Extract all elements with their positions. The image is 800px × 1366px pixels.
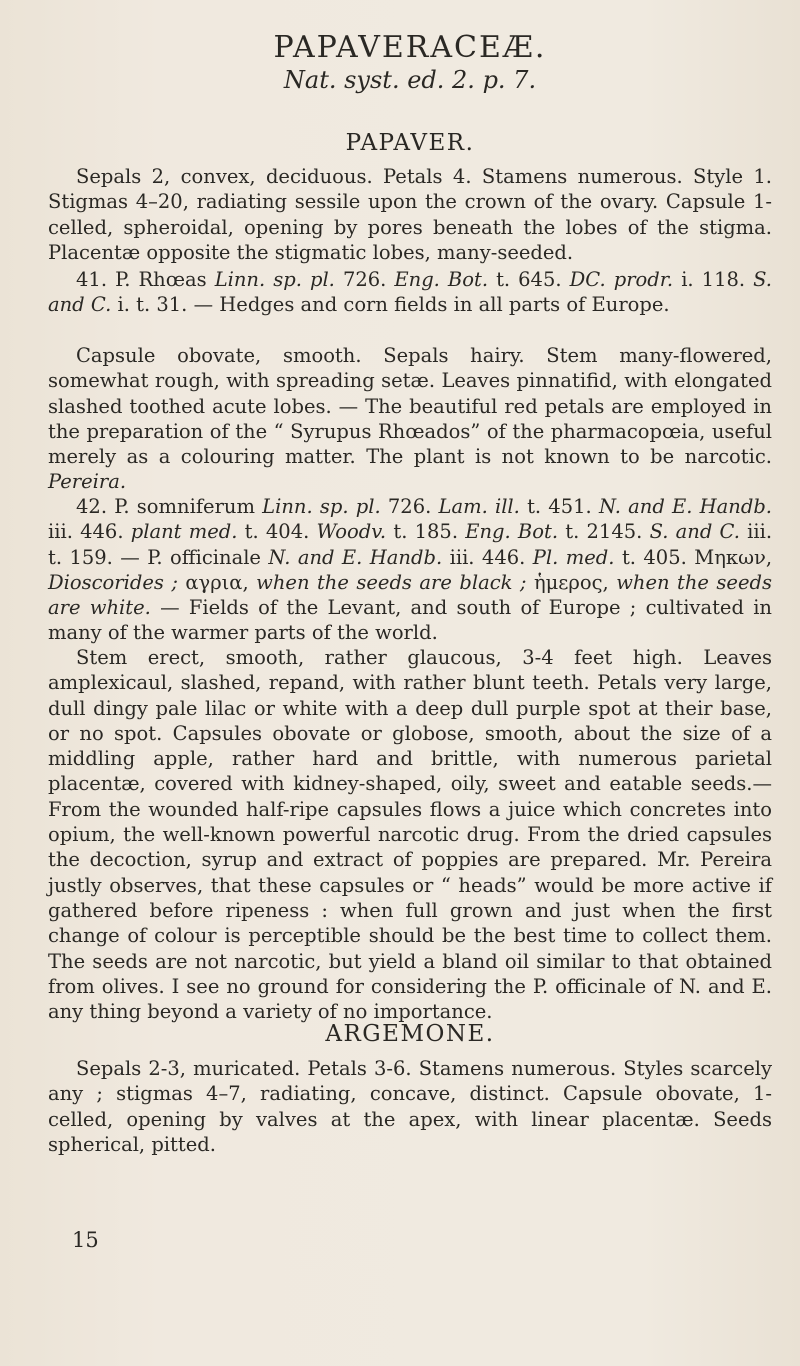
species-41-ref2: t. 645. (496, 268, 562, 291)
species-42-greek-cultivated: ἡμερος, (533, 570, 609, 594)
species-42-greek-wild: αγρια, (185, 570, 249, 594)
species-42-description: Stem erect, smooth, rather glaucous, 3-4 feet high. Leaves amplexicaul, slashed, repand, with rather blunt teeth. Petals very large, dull dingy pale lilac or white with a deep dull purple spot at their base, or no spot. Capsules obovate or globose, smooth, about the size of a middling apple, rather hard and brittle, with numerous parietal placentæ, covered with kidney-shaped, oily, sweet and eatable seeds.—From the wounded half-ripe capsules flows a juice which concretes into opium, the well-known powerful narcotic drug. From the dried capsules the decoction, syrup and extract of poppies are prepared. Mr. Pereira justly observes, that these capsules or “ heads” would be more active if gathered before ripeness : when full grown and just when the first change of colour is perceptible should be the best time to collect them. The seeds are not narcotic, but yield a bland oil similar to that obtained from olives. I see no ground for considering the P. officinale of N. and E. any thing beyond a variety of no importance. (48, 646, 772, 1024)
papaver-description: Sepals 2, convex, deciduous. Petals 4. Stamens numerous. Style 1. Stigmas 4–20, radiating sessile upon the crown of the ovary. Capsule 1-celled, spheroidal, opening by pores beneath the lobes of the stigma. Placentæ opposite the stigmatic lobes, many-seeded. (48, 165, 772, 264)
species-41-name: P. Rhœas (115, 268, 207, 291)
species-42-note-black: when the seeds are black ; (256, 570, 527, 594)
species-42-ref8: iii. 446. (449, 545, 526, 569)
species-41-number: 41. (76, 268, 108, 291)
species-42-entry (48, 494, 772, 646)
species-41-description-text: Capsule obovate, smooth. Sepals hairy. Stem many-flowered, somewhat rough, with spreading setæ. Leaves pinnatifid, with elongated slashed toothed acute lobes. — The beautiful red petals are employed in the preparation of the “ Syrupus Rhœados” of the pharmacopœia, useful merely as a colouring matter. The plant is not known to be narcotic. (48, 344, 772, 469)
species-42-ref4: t. 404. (244, 520, 310, 544)
page-number: 15 (72, 1228, 99, 1252)
species-42-ref6-label: Eng. Bot. (465, 520, 559, 544)
species-41-ref4-label: S. and C. (48, 268, 773, 317)
species-41-ref4: i. t. 31. — Hedges and corn fields in all parts of Europe. (117, 293, 670, 317)
species-41-ref3: i. 118. (681, 268, 746, 291)
species-42-ref8-label: N. and E. Handb. (268, 545, 443, 569)
species-42-ref2: t. 451. (527, 495, 592, 518)
species-42-ref6: t. 2145. (565, 520, 643, 544)
species-42-ref2-label: Lam. ill. (438, 495, 520, 518)
species-42-ref7: iii. t. 159. — P. officinale (48, 520, 773, 569)
species-41-description (48, 343, 772, 495)
species-42-habitat: — Fields of the Levant, and south of Europe ; cultivated in many of the warmer parts of the world. (48, 596, 772, 645)
species-42-ref4-label: plant med. (130, 520, 238, 544)
species-42-ref5: t. 185. (393, 520, 459, 544)
species-41-ref1: 726. (342, 268, 387, 291)
species-42-ref3-label: N. and E. Handb. (598, 495, 772, 518)
species-42-note-white: when the seeds are white. (48, 570, 773, 620)
species-42-ref10-label: Dioscorides ; (48, 570, 178, 594)
species-42-ref3: iii. 446. (48, 520, 124, 544)
species-41-entry (48, 267, 772, 318)
species-41-ref2-label: Eng. Bot. (394, 268, 489, 291)
order-reference: Nat. syst. ed. 2. p. 7. (283, 66, 537, 94)
species-41-authority: Linn. sp. pl. (214, 268, 335, 291)
order-title: PAPAVERACEÆ. (273, 30, 547, 65)
species-42-ref7-label: S. and C. (649, 520, 740, 544)
genus-title-papaver: PAPAVER. (345, 130, 475, 156)
species-41-citation: Pereira. (48, 470, 127, 494)
genus-title-argemone: ARGEMONE. (325, 1021, 495, 1047)
species-42-name: P. somniferum (114, 495, 255, 518)
argemone-description: Sepals 2-3, muricated. Petals 3-6. Stamens numerous. Styles scarcely any ; stigmas 4–7, radiating, concave, distinct. Capsule obovate, 1-celled, opening by valves at the apex, with linear placentæ. Seeds spherical, pitted. (48, 1057, 772, 1156)
species-42-ref1: 726. (387, 495, 432, 518)
species-42-ref9-label: Pl. med. (532, 545, 615, 569)
species-42-number: 42. (76, 495, 108, 518)
species-42-ref9: t. 405. Μηκων, (621, 545, 773, 569)
species-42-authority: Linn. sp. pl. (262, 495, 381, 518)
species-41-ref3-label: DC. prodr. (569, 268, 674, 291)
species-42-ref5-label: Woodv. (316, 520, 387, 544)
